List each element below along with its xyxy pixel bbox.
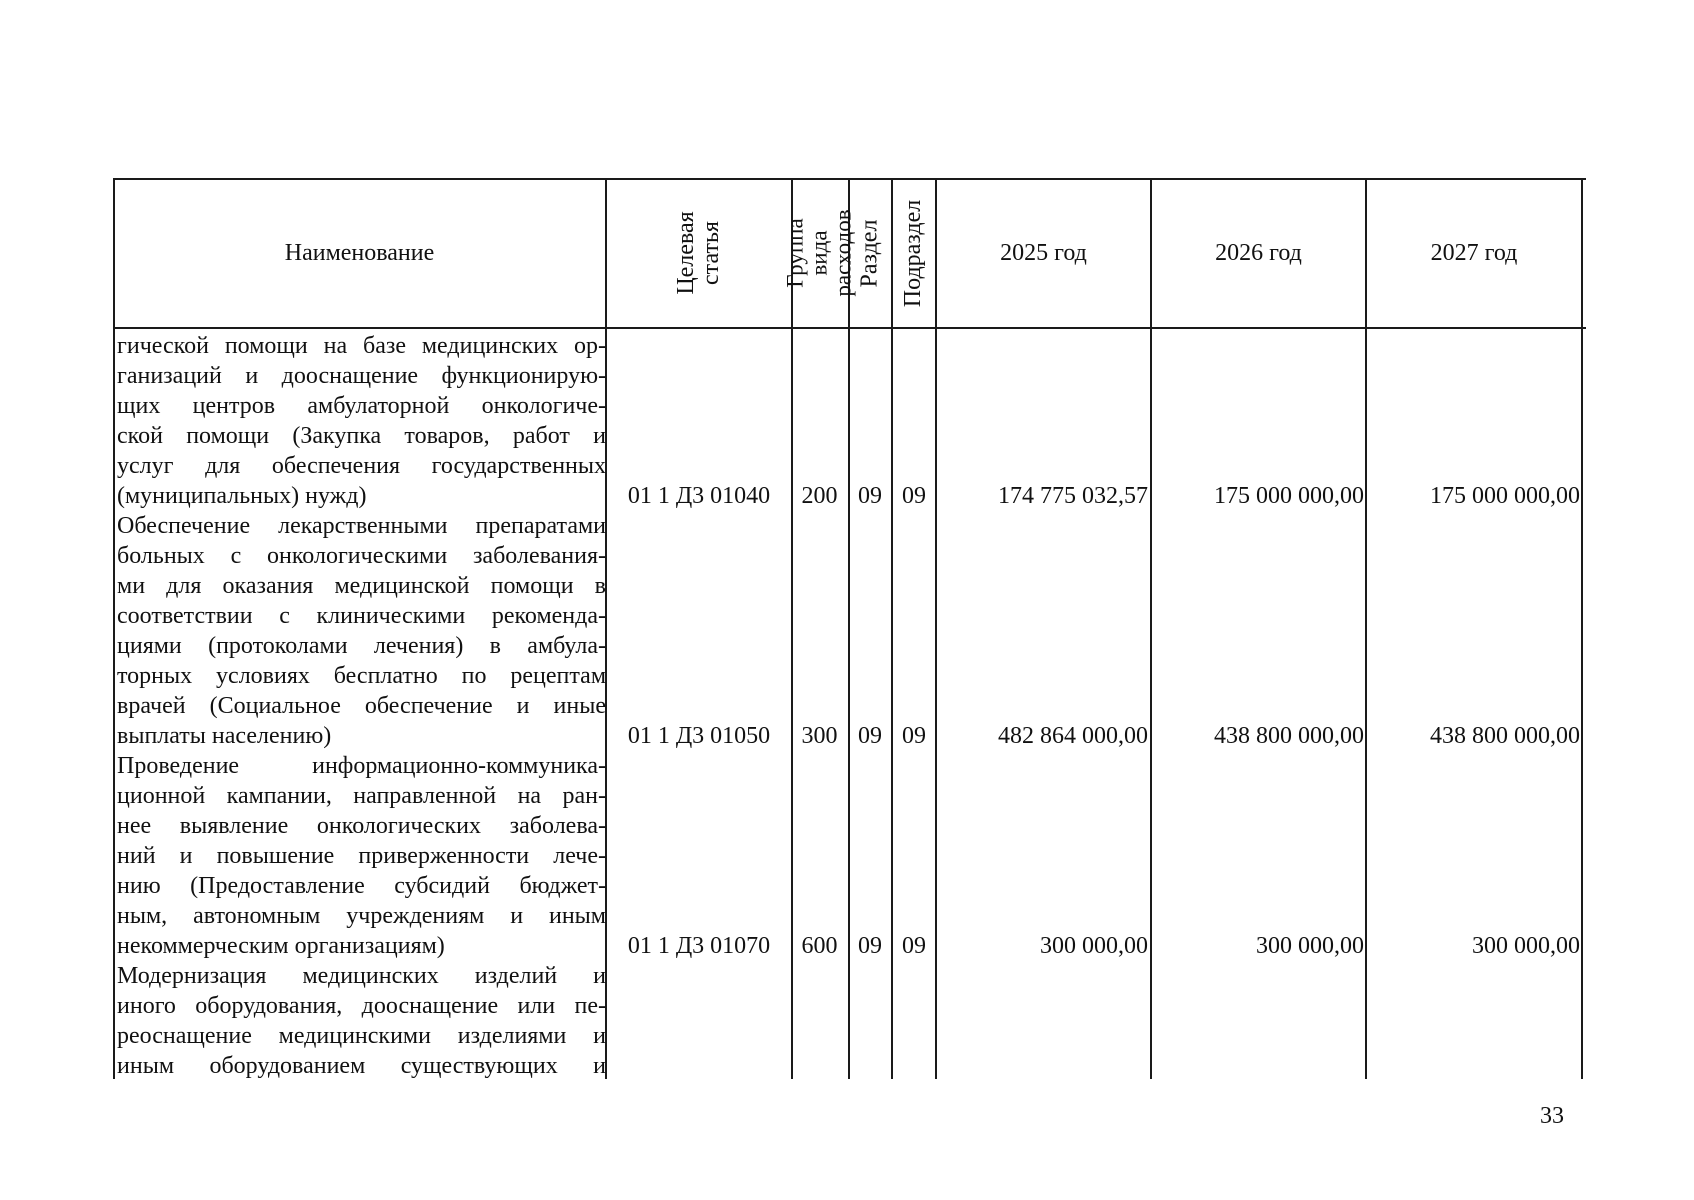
table-row-name bbox=[117, 511, 606, 751]
name-line: ской помощи (Закупка товаров, работ и bbox=[117, 423, 606, 449]
amount-2026-cell: 300 000,00 bbox=[1256, 933, 1364, 959]
name-line: иным оборудованием существующих и bbox=[117, 1053, 606, 1079]
header-target-article-label: Целевая статья bbox=[672, 211, 724, 295]
name-line: ционной кампании, направленной на ран- bbox=[117, 783, 606, 809]
table-row-name bbox=[117, 331, 606, 511]
table-row-name bbox=[117, 751, 606, 961]
name-line: услуг для обеспечения государственных bbox=[117, 453, 606, 479]
header-expense-group-label: Группа вида расходов bbox=[783, 209, 857, 297]
target-article-cell: 01 1 Д3 01070 bbox=[627, 933, 771, 959]
header-name-label: Наименование bbox=[284, 240, 435, 266]
page-number: 33 bbox=[1540, 1103, 1564, 1129]
header-2025 bbox=[937, 179, 1150, 327]
section-cell: 09 bbox=[858, 933, 882, 959]
table-row-name bbox=[117, 961, 606, 1081]
header-2027-label: 2027 год bbox=[1430, 240, 1518, 266]
name-line: ным, автономным учреждениям и иным bbox=[117, 903, 606, 929]
subsection-cell: 09 bbox=[902, 933, 926, 959]
subsection-cell: 09 bbox=[902, 723, 926, 749]
header-expense-group bbox=[783, 179, 857, 327]
amount-2027-cell: 300 000,00 bbox=[1472, 933, 1580, 959]
name-line: (муниципальных) нужд) bbox=[117, 483, 367, 509]
header-section-label: Раздел bbox=[856, 219, 883, 287]
amount-2026-cell: 175 000 000,00 bbox=[1214, 483, 1364, 509]
name-line: Проведение информационно-коммуника- bbox=[117, 753, 606, 779]
header-2026 bbox=[1152, 179, 1365, 327]
amount-2027-cell: 438 800 000,00 bbox=[1430, 723, 1580, 749]
expense-group-cell: 600 bbox=[801, 933, 838, 959]
name-line: некоммерческим организациям) bbox=[117, 933, 445, 959]
name-line: Модернизация медицинских изделий и bbox=[117, 963, 606, 989]
name-line: иного оборудования, дооснащение или пе- bbox=[117, 993, 606, 1019]
name-line: гической помощи на базе медицинских ор- bbox=[117, 333, 606, 359]
name-line: соответствии с клиническими рекоменда- bbox=[117, 603, 606, 629]
amount-2027-cell: 175 000 000,00 bbox=[1430, 483, 1580, 509]
target-article-cell: 01 1 Д3 01050 bbox=[627, 723, 771, 749]
name-line: реоснащение медицинскими изделиями и bbox=[117, 1023, 606, 1049]
header-2025-label: 2025 год bbox=[1000, 240, 1087, 266]
section-cell: 09 bbox=[858, 483, 882, 509]
header-subsection-label: Подраздел bbox=[900, 199, 927, 307]
name-line: циями (протоколами лечения) в амбула- bbox=[117, 633, 606, 659]
target-article-cell: 01 1 Д3 01040 bbox=[627, 483, 771, 509]
table-right-border bbox=[1581, 178, 1583, 1079]
name-line: больных с онкологическими заболевания- bbox=[117, 543, 606, 569]
header-2026-label: 2026 год bbox=[1215, 240, 1302, 266]
header-name bbox=[114, 179, 605, 327]
name-line: ганизаций и дооснащение функционирую- bbox=[117, 363, 606, 389]
amount-2026-cell: 438 800 000,00 bbox=[1214, 723, 1364, 749]
name-line: нию (Предоставление субсидий бюджет- bbox=[117, 873, 606, 899]
name-column bbox=[117, 331, 606, 1081]
section-cell: 09 bbox=[858, 723, 882, 749]
name-line: нее выявление онкологических заболева- bbox=[117, 813, 606, 839]
expense-group-cell: 300 bbox=[801, 723, 838, 749]
expense-group-cell: 200 bbox=[801, 483, 838, 509]
subsection-cell: 09 bbox=[902, 483, 926, 509]
header-section bbox=[849, 179, 891, 327]
name-line: Обеспечение лекарственными препаратами bbox=[117, 513, 606, 539]
name-line: ми для оказания медицинской помощи в bbox=[117, 573, 606, 599]
name-line: врачей (Социальное обеспечение и иные bbox=[117, 693, 606, 719]
amount-2025-cell: 300 000,00 bbox=[1040, 933, 1148, 959]
header-2027 bbox=[1367, 179, 1581, 327]
header-target-article bbox=[606, 179, 791, 327]
amount-2025-cell: 174 775 032,57 bbox=[998, 483, 1148, 509]
name-line: торных условиях бесплатно по рецептам bbox=[117, 663, 606, 689]
name-line: ний и повышение приверженности лече- bbox=[117, 843, 606, 869]
header-subsection bbox=[893, 179, 935, 327]
name-line: щих центров амбулаторной онкологиче- bbox=[117, 393, 606, 419]
name-line: выплаты населению) bbox=[117, 723, 332, 749]
amount-2025-cell: 482 864 000,00 bbox=[998, 723, 1148, 749]
